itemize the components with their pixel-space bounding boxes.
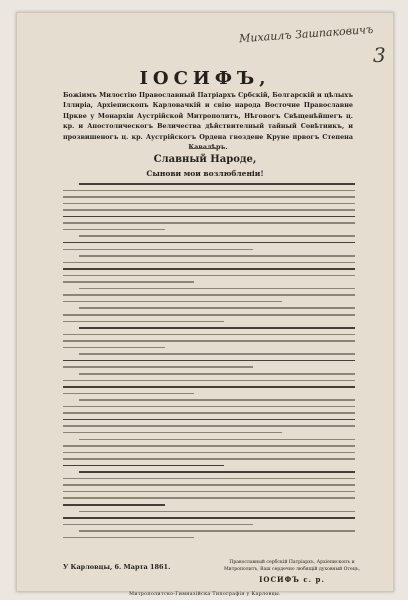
body-text-line [63,497,355,499]
body-text-line [63,321,224,323]
body-text-line [63,380,355,382]
body-text-line [63,334,355,336]
body-text-line [79,327,355,329]
body-text-line [63,196,355,198]
body-text-line [63,262,355,264]
body-text-line [63,432,282,434]
body-text-line [63,203,355,205]
body-text-line [63,294,355,296]
body-text-line [63,366,253,368]
body-text-line [63,209,355,211]
body-text-line [63,425,355,427]
handwritten-note: Михаилъ Зашпаковичъ [238,22,374,46]
body-text-line [79,183,355,185]
body-text-line [63,452,355,454]
body-text-line [63,301,282,303]
body-text-line [63,524,253,526]
body-text-line [79,235,355,237]
document-title: ІОСИФЪ, [139,68,271,89]
body-text-line [63,491,355,493]
body-text-line [63,386,355,388]
body-text-line [63,360,355,362]
signature-block: Православный сербскій Патріархъ, Архіепископъ и Митрополитъ, Ваш сердечно любящій духовный Отецъ, [223,560,361,572]
body-text-line [63,229,165,231]
body-text-line [79,307,355,309]
body-text-line [79,399,355,401]
body-text-line [63,412,355,414]
address-heading: Славный Народе, [153,154,257,165]
proclamation-body-text [63,181,355,561]
body-text-line [79,353,355,355]
body-text-line [63,465,224,467]
body-text-line [63,340,355,342]
divider-rule [190,148,220,149]
printer-line: Митрополитско-Гимназійска Типографія у Карловцы. [129,592,281,597]
handwritten-number: 3 [373,43,386,67]
body-text-line [63,281,194,283]
body-text-line [63,445,355,447]
body-text-line [63,222,355,224]
body-text-line [63,190,355,192]
body-text-line [63,537,194,539]
body-text-line [63,484,355,486]
body-text-line [63,275,355,277]
signature-name: ІОСИФЪ с. р. [259,575,325,584]
body-text-line [63,393,194,395]
body-text-line [79,439,355,441]
body-text-line [79,373,355,375]
body-text-line [79,530,355,532]
body-text-line [63,504,165,506]
body-text-line [63,249,253,251]
greeting-subheading: Сынови мои возлюбленіи! [146,169,264,178]
body-text-line [63,517,355,519]
body-text-line [63,216,355,218]
body-text-line [79,471,355,473]
body-text-line [63,458,355,460]
body-text-line [79,288,355,290]
place-date: У Карловцы, 6. Марта 1861. [63,563,171,571]
body-text-line [63,347,165,349]
body-text-line [63,406,355,408]
body-text-line [63,478,355,480]
body-text-line [63,268,355,270]
body-text-line [79,511,355,513]
intitulatio-paragraph: Божіимъ Милостію Православный Патріархъ Србскій, Болгарскій и цѣлыхъ Іллиріа, Архіепископъ Карловачкій и свію народа Восточне Православне Цркве у Монархіи Аустрійской Митрополитъ, Нѣговогъ Свѣщенѣйшегъ ц. кр. и Апостолическогъ Величества дѣйствителный тайный Совѣтникъ, и прозвишеногъ ц. кр. Аустрійскогъ Ордена гвоздене Круне првогъ Степена Кавалѣръ. [63,91,353,152]
body-text-line [63,242,355,244]
body-text-line [63,419,355,421]
body-text-line [79,255,355,257]
body-text-line [63,314,355,316]
proclamation-sheet [16,12,394,597]
